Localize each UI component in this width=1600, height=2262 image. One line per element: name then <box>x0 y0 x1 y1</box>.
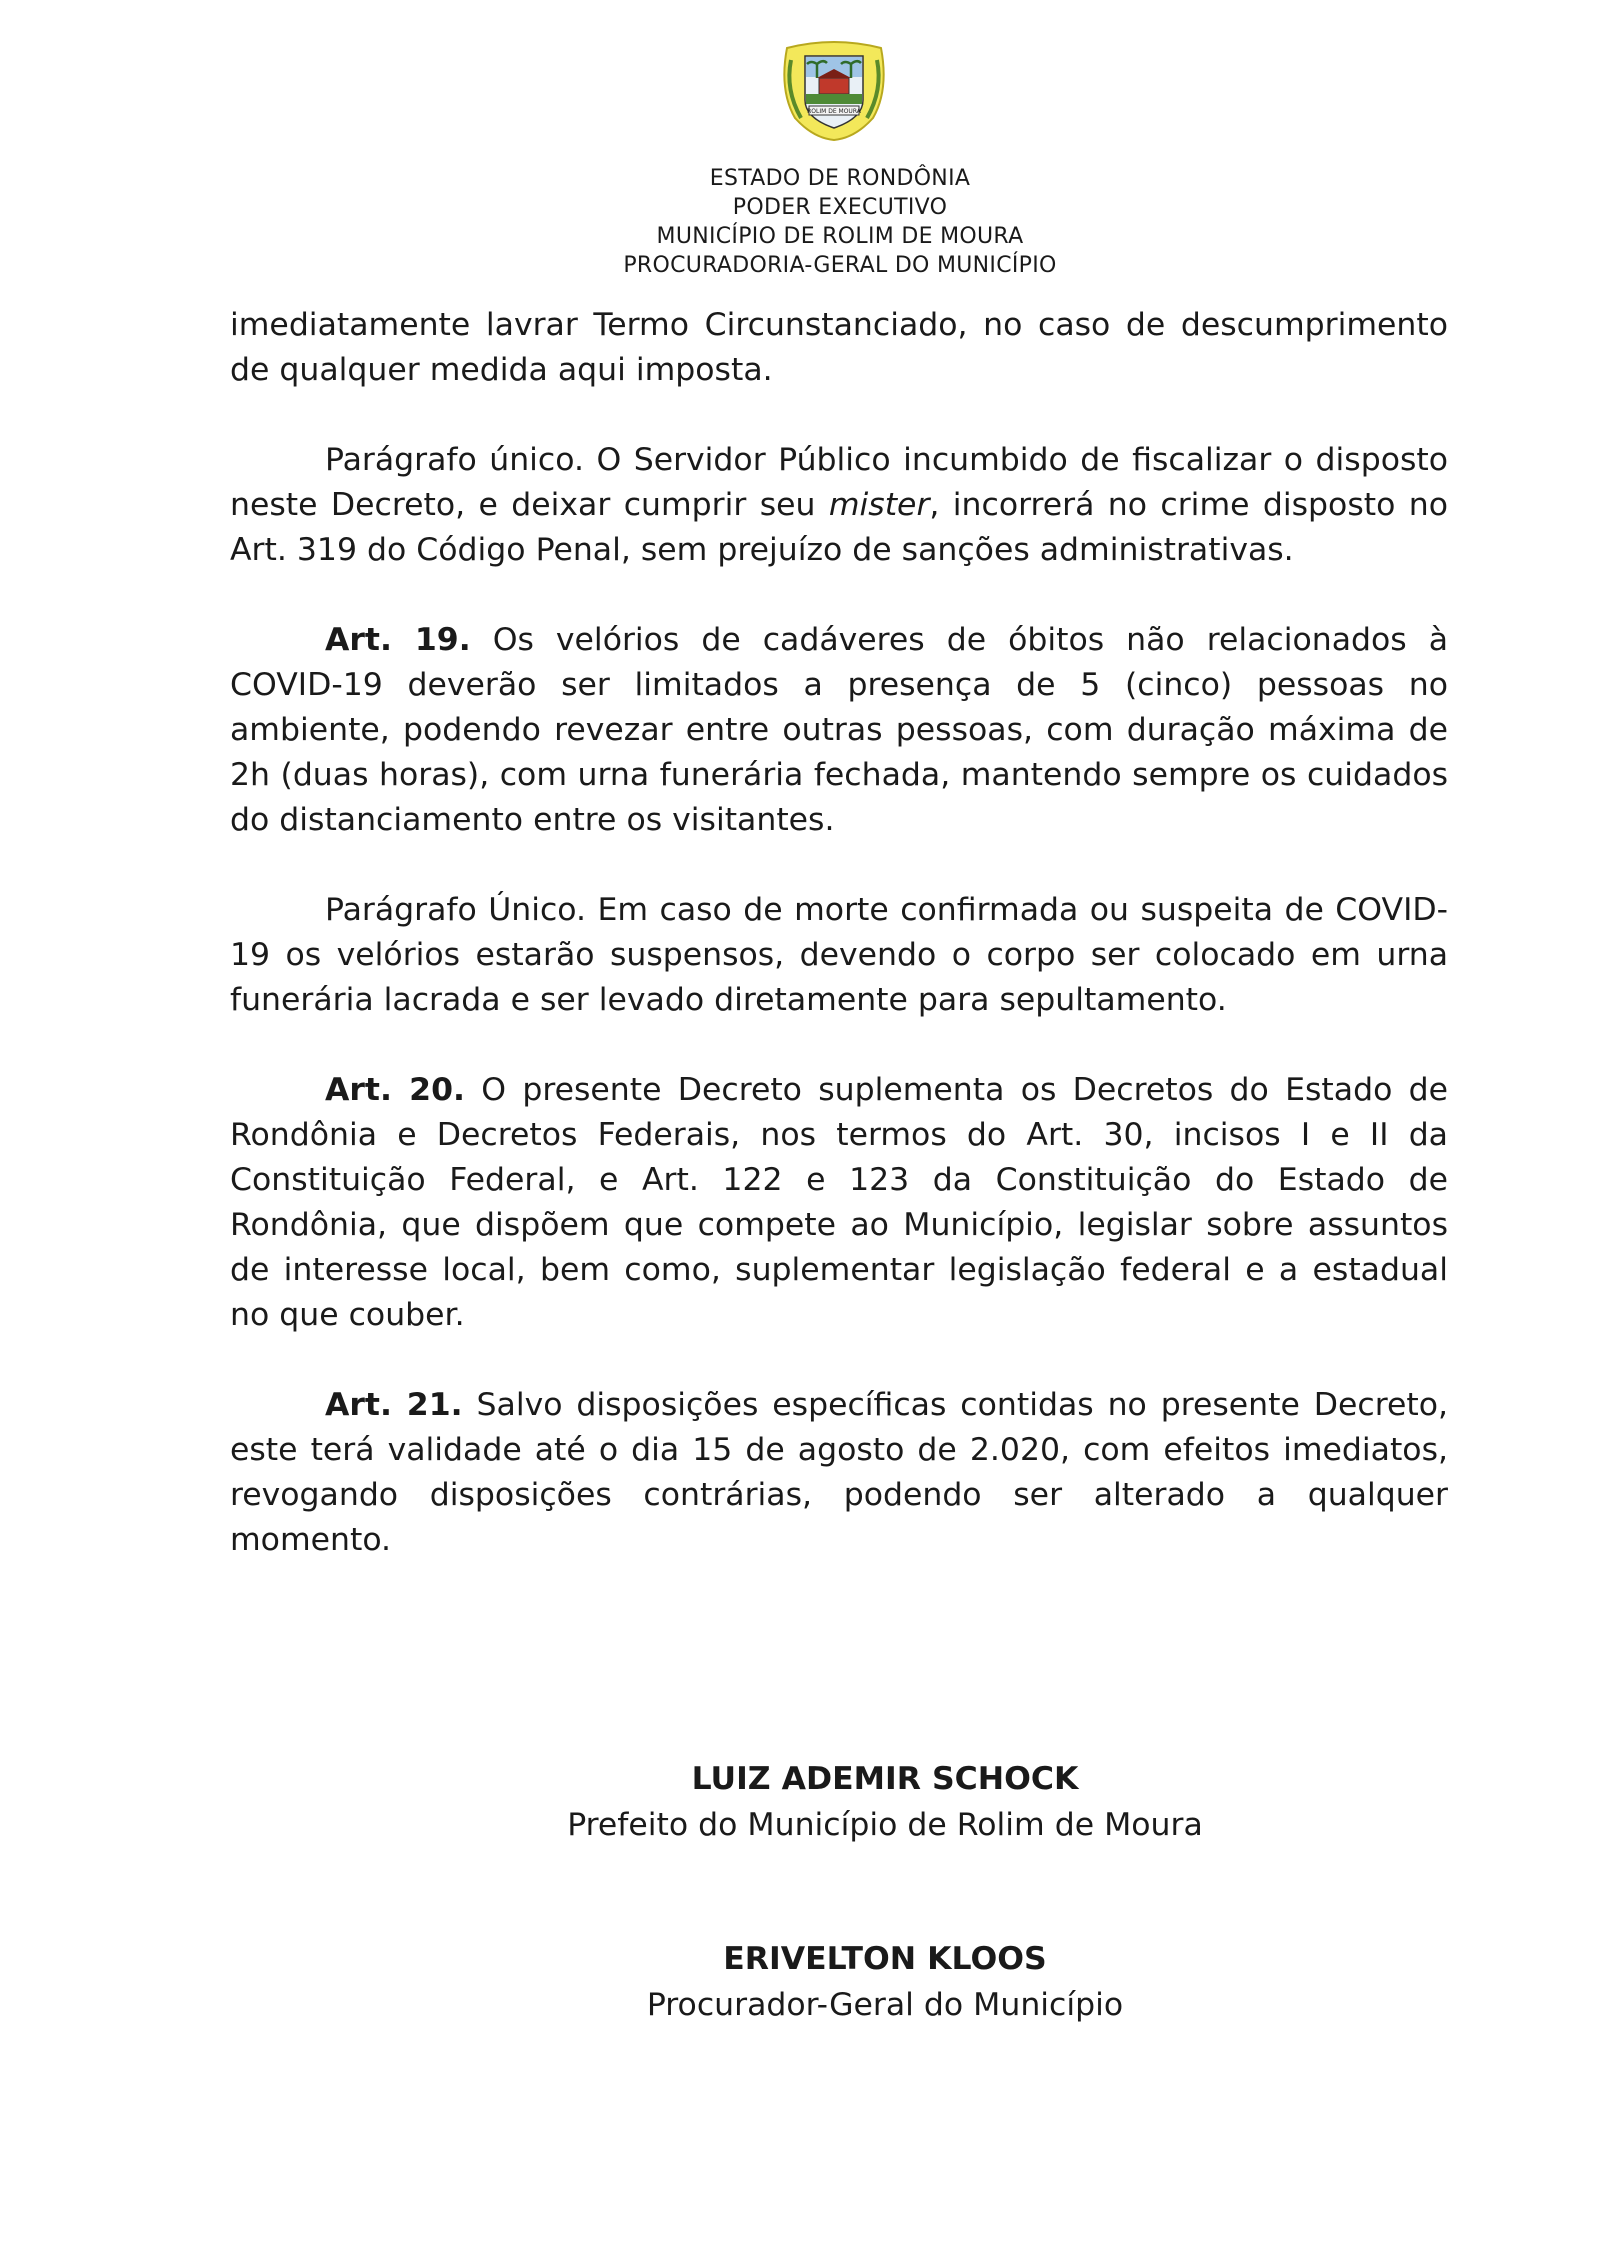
article-21 <box>230 1383 1448 1563</box>
signature-attorney <box>0 1936 1600 2028</box>
letterhead-municipality: MUNICÍPIO DE ROLIM DE MOURA <box>656 224 1024 249</box>
letterhead-power: PODER EXECUTIVO <box>732 195 948 220</box>
paragrafo-unico-servidor-text-a: Parágrafo único. O Servidor Público incumbido de fiscalizar o disposto neste Decreto, e deixar cumprir seu <box>230 442 1448 523</box>
article-19 <box>230 618 1448 843</box>
signature-attorney-title: Procurador-Geral do Município <box>646 1987 1124 2023</box>
article-20-label: Art. 20. <box>325 1072 465 1108</box>
article-21-text: Salvo disposições específicas contidas no presente Decreto, este terá validade até o dia 15 de agosto de 2.020, com efeitos imediatos, revogando disposições contrárias, podendo ser alterado a qualquer momento. <box>230 1387 1448 1558</box>
rolim-de-moura-coat-of-arms-icon <box>775 38 893 142</box>
paragrafo-unico-velorios: Parágrafo Único. Em caso de morte confirmada ou suspeita de COVID-19 os velórios estarão suspensos, devendo o corpo ser colocado em urna funerária lacrada e ser levado diretamente para sepultamento. <box>230 892 1448 1018</box>
article-20 <box>230 1068 1448 1338</box>
paragrafo-unico-servidor-text-b: , incorrerá no crime disposto no Art. 319 do Código Penal, sem prejuízo de sanções administrativas. <box>230 487 1448 568</box>
signature-mayor <box>0 1756 1600 1848</box>
article-20-text: O presente Decreto suplementa os Decretos do Estado de Rondônia e Decretos Federais, nos termos do Art. 30, incisos I e II da Constituição Federal, e Art. 122 e 123 da Constituição do Estado de Rondônia, que dispõem que compete ao Município, legislar sobre assuntos de interesse local, bem como, suplementar legislação federal e a estadual no que couber. <box>230 1072 1448 1333</box>
letterhead-office: PROCURADORIA-GERAL DO MUNICÍPIO <box>623 253 1057 278</box>
letterhead-state: ESTADO DE RONDÔNIA <box>709 166 971 191</box>
article-19-text: Os velórios de cadáveres de óbitos não relacionados à COVID-19 deverão ser limitados a presença de 5 (cinco) pessoas no ambiente, podendo revezar entre outras pessoas, com duração máxima de 2h (duas horas), com urna funerária fechada, mantendo sempre os cuidados do distanciamento entre os visitantes. <box>230 622 1448 838</box>
decree-body <box>230 303 1448 1608</box>
paragrafo-unico-servidor <box>230 438 1448 573</box>
svg-text:ROLIM DE MOURA: ROLIM DE MOURA <box>807 108 861 115</box>
signature-mayor-title: Prefeito do Município de Rolim de Moura <box>567 1807 1203 1843</box>
signature-attorney-name: ERIVELTON KLOOS <box>723 1941 1047 1977</box>
letterhead <box>0 164 1600 280</box>
continuation-paragraph: imediatamente lavrar Termo Circunstanciado, no caso de descumprimento de qualquer medida aqui imposta. <box>230 307 1448 388</box>
signature-mayor-name: LUIZ ADEMIR SCHOCK <box>691 1761 1079 1797</box>
mister-emphasis: mister <box>828 487 930 523</box>
article-19-label: Art. 19. <box>325 622 471 658</box>
article-21-label: Art. 21. <box>325 1387 463 1423</box>
